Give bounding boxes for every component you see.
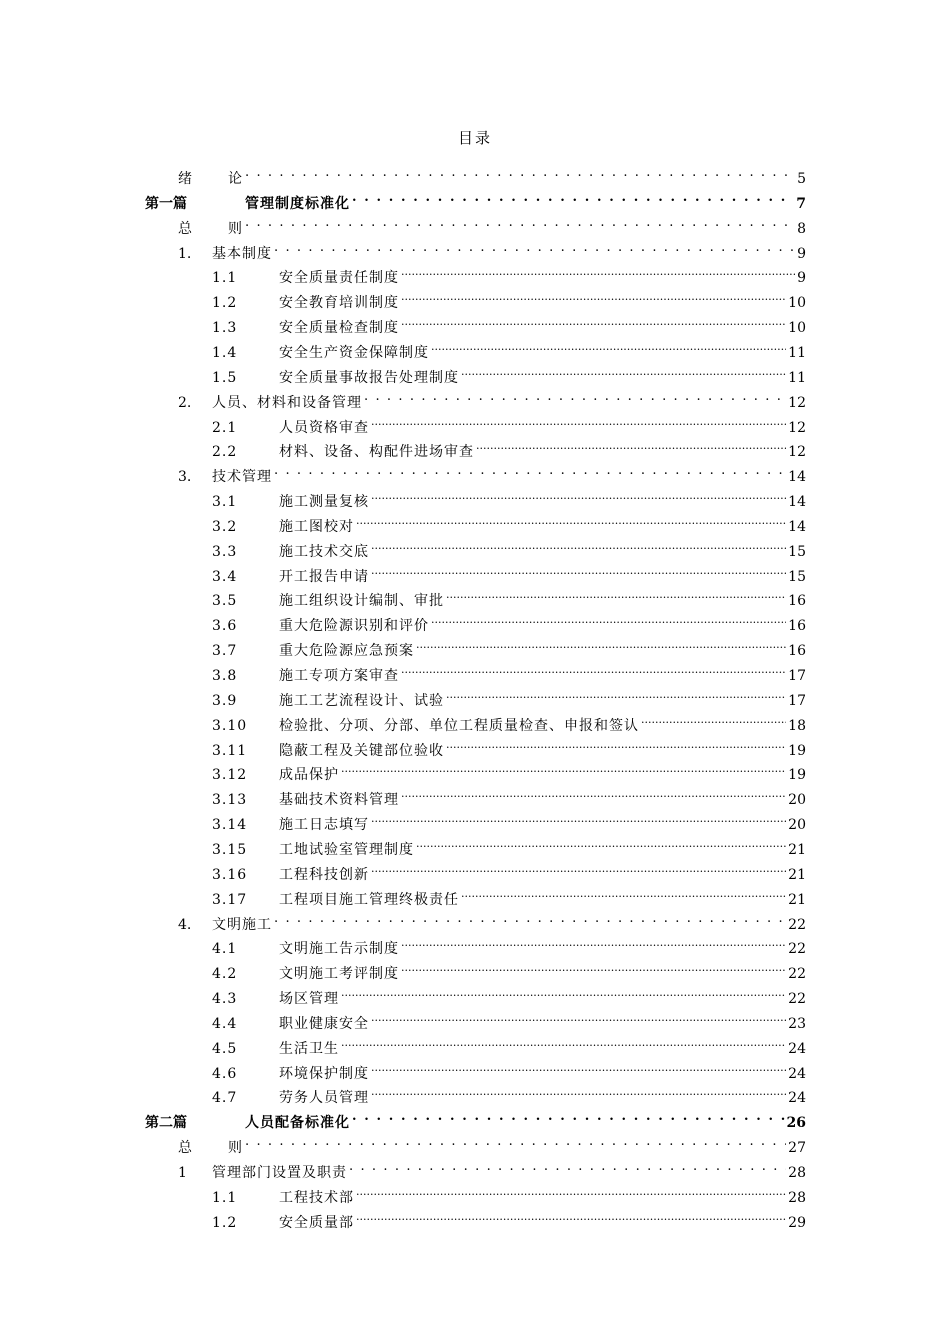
toc-entry-number: 3.4	[212, 568, 238, 585]
toc-entry[interactable]	[178, 1132, 806, 1157]
toc-entry-label: 检验批、分项、分部、单位工程质量检查、申报和签认	[279, 717, 639, 734]
toc-entry-number: 2.	[178, 394, 192, 411]
toc-dot-leader	[371, 536, 786, 556]
toc-entry-label: 成品保护	[279, 767, 339, 784]
toc-dot-leader	[371, 1008, 786, 1028]
toc-entry-page-number: 10	[788, 320, 806, 337]
toc-entry-page-number: 9	[797, 245, 806, 262]
toc-entry-label: 工程科技创新	[279, 866, 369, 883]
toc-entry[interactable]	[212, 610, 806, 635]
toc-entry-number: 3.2	[212, 518, 238, 535]
toc-dot-leader	[371, 412, 786, 432]
toc-dot-leader	[431, 610, 786, 630]
toc-entry-page-number: 23	[788, 1015, 806, 1032]
toc-entry-number: 4.	[178, 916, 192, 933]
toc-entry[interactable]	[212, 1058, 806, 1082]
toc-dot-leader	[446, 685, 786, 705]
toc-entry-label: 管理制度标准化	[245, 195, 350, 212]
toc-entry-page-number: 19	[788, 742, 806, 759]
toc-dot-leader	[431, 337, 786, 357]
toc-entry-page-number: 24	[788, 1040, 806, 1057]
toc-entry[interactable]	[212, 561, 806, 585]
toc-entry[interactable]	[178, 238, 806, 262]
toc-entry-page-number: 10	[788, 295, 806, 312]
toc-entry-label: 则	[228, 1140, 243, 1157]
toc-entry-label: 场区管理	[279, 991, 339, 1008]
toc-dot-leader	[349, 1157, 786, 1177]
toc-entry[interactable]	[145, 188, 806, 212]
toc-entry-label: 施工专项方案审查	[279, 668, 399, 684]
toc-entry-number: 总	[178, 1140, 192, 1157]
toc-entry-number: 1.1	[212, 270, 238, 287]
toc-dot-leader	[371, 1082, 786, 1102]
toc-entry[interactable]	[212, 660, 806, 684]
toc-dot-leader	[401, 784, 786, 804]
toc-entry-page-number: 15	[788, 568, 806, 585]
toc-entry-label: 文明施工	[212, 916, 272, 933]
toc-entry[interactable]	[212, 287, 806, 312]
toc-dot-leader	[371, 486, 786, 506]
toc-dot-leader	[364, 387, 786, 407]
toc-entry-page-number: 20	[788, 817, 806, 834]
toc-entry-number: 1.4	[212, 344, 238, 361]
toc-dot-leader	[401, 933, 786, 953]
toc-entry-number: 1.	[178, 245, 192, 262]
toc-entry-page-number: 28	[788, 1165, 806, 1181]
toc-entry-label: 人员资格审查	[279, 419, 369, 436]
toc-entry-number: 3.1	[212, 494, 238, 511]
toc-entry-number: 3.6	[212, 618, 238, 635]
toc-entry-page-number: 26	[786, 1115, 806, 1132]
toc-dot-leader	[401, 958, 786, 978]
toc-entry-label: 工地试验室管理制度	[279, 841, 414, 858]
toc-entry-page-number: 21	[788, 891, 806, 908]
toc-entry-label: 安全生产资金保障制度	[279, 344, 429, 361]
toc-entry[interactable]	[212, 1182, 806, 1206]
toc-entry-page-number: 22	[788, 966, 806, 983]
toc-dot-leader	[352, 1107, 785, 1127]
toc-entry-label: 基础技术资料管理	[279, 792, 399, 809]
toc-entry-number: 1.2	[212, 1214, 238, 1231]
toc-entry-label: 文明施工考评制度	[279, 966, 399, 983]
toc-entry[interactable]	[212, 884, 806, 908]
toc-entry[interactable]	[212, 685, 806, 709]
toc-entry-number: 4.7	[212, 1090, 238, 1107]
toc-entry[interactable]	[212, 486, 806, 511]
toc-entry-number: 3.	[178, 469, 192, 486]
toc-entry[interactable]	[212, 1082, 806, 1107]
toc-entry-number: 第一篇	[145, 195, 187, 212]
toc-entry[interactable]	[212, 436, 806, 461]
toc-dot-leader	[341, 759, 786, 779]
toc-entry-number: 4.6	[212, 1065, 238, 1082]
toc-entry-page-number: 12	[788, 444, 806, 461]
toc-entry-label: 论	[228, 171, 243, 187]
toc-entry-label: 材料、设备、构配件进场审查	[279, 444, 474, 461]
toc-entry[interactable]	[212, 362, 806, 386]
toc-entry-label: 隐蔽工程及关键部位验收	[279, 742, 444, 759]
toc-entry[interactable]	[212, 1033, 806, 1057]
toc-entry-number: 4.4	[212, 1015, 238, 1032]
toc-entry-number: 4.3	[212, 991, 238, 1008]
toc-dot-leader	[341, 1033, 786, 1053]
toc-entry-page-number: 16	[788, 593, 806, 610]
toc-entry-page-number: 14	[788, 494, 806, 511]
toc-entry-number: 3.14	[212, 817, 248, 834]
toc-entry-number: 第二篇	[145, 1115, 187, 1132]
toc-entry-page-number: 15	[788, 543, 806, 560]
toc-dot-leader	[476, 436, 786, 456]
toc-entry-number: 1.5	[212, 369, 238, 386]
toc-entry[interactable]	[212, 958, 806, 983]
toc-entry-page-number: 22	[788, 941, 806, 958]
toc-entry-number: 3.13	[212, 792, 248, 809]
toc-entry-page-number: 11	[788, 344, 806, 361]
toc-entry-label: 安全质量检查制度	[279, 320, 399, 337]
toc-entry[interactable]	[145, 1107, 806, 1132]
toc-entry[interactable]	[212, 759, 806, 784]
toc-dot-leader	[416, 834, 786, 854]
toc-entry[interactable]	[212, 710, 806, 734]
toc-dot-leader	[245, 213, 795, 233]
toc-entry-number: 2.1	[212, 419, 238, 436]
toc-entry-label: 工程项目施工管理终极责任	[279, 891, 459, 908]
toc-entry-label: 安全质量事故报告处理制度	[279, 369, 459, 386]
toc-entry-label: 施工工艺流程设计、试验	[279, 692, 444, 709]
toc-entry[interactable]	[212, 933, 806, 958]
toc-dot-leader	[274, 238, 795, 258]
toc-dot-leader	[245, 163, 795, 183]
toc-entry-number: 1.1	[212, 1189, 238, 1206]
toc-dot-leader	[274, 461, 786, 481]
toc-entry-number: 3.15	[212, 841, 248, 858]
toc-entry-number: 3.7	[212, 643, 238, 660]
toc-entry[interactable]	[212, 784, 806, 809]
toc-entry-label: 施工测量复核	[279, 494, 369, 511]
toc-entry-number: 3.8	[212, 668, 238, 684]
toc-entry-number: 总	[178, 220, 192, 237]
toc-entry-label: 安全教育培训制度	[279, 295, 399, 312]
toc-entry-number: 4.2	[212, 966, 238, 983]
toc-dot-leader	[352, 188, 794, 208]
toc-entry[interactable]	[212, 511, 806, 535]
toc-entry[interactable]	[212, 735, 806, 759]
toc-entry-page-number: 12	[788, 419, 806, 436]
toc-entry-label: 施工日志填写	[279, 817, 369, 834]
toc-dot-leader	[371, 1058, 786, 1078]
toc-entry-page-number: 14	[788, 518, 806, 535]
toc-entry-page-number: 7	[796, 195, 806, 212]
toc-entry-page-number: 20	[788, 792, 806, 809]
toc-entry[interactable]	[212, 412, 806, 436]
toc-entry-page-number: 14	[788, 469, 806, 486]
toc-entry-label: 工程技术部	[279, 1189, 354, 1206]
toc-entry[interactable]	[178, 213, 806, 237]
toc-entry-page-number: 24	[788, 1065, 806, 1082]
toc-entry[interactable]	[178, 387, 806, 411]
toc-entry-page-number: 29	[788, 1214, 806, 1231]
toc-entry-number: 3.3	[212, 543, 238, 560]
toc-entry-page-number: 18	[788, 717, 806, 734]
toc-entry-label: 基本制度	[212, 245, 272, 262]
toc-entry-label: 管理部门设置及职责	[212, 1165, 347, 1181]
toc-entry[interactable]	[212, 337, 806, 361]
toc-dot-leader	[371, 561, 786, 581]
toc-entry-number: 3.16	[212, 866, 248, 883]
toc-dot-leader	[371, 809, 786, 829]
toc-entry[interactable]	[178, 163, 806, 187]
toc-entry-label: 安全质量部	[279, 1214, 354, 1231]
toc-title: 目录	[457, 129, 492, 147]
toc-entry-label: 职业健康安全	[279, 1015, 369, 1032]
toc-entry-number: 3.12	[212, 767, 248, 784]
toc-entry-label: 重大危险源应急预案	[279, 643, 414, 660]
toc-entry-label: 则	[228, 220, 243, 237]
toc-dot-leader	[401, 287, 786, 307]
toc-entry-page-number: 16	[788, 643, 806, 660]
toc-entry-page-number: 24	[788, 1090, 806, 1107]
toc-entry-label: 人员、材料和设备管理	[212, 394, 362, 411]
toc-entry-label: 技术管理	[212, 469, 272, 486]
toc-entry[interactable]	[212, 859, 806, 883]
toc-entry-number: 绪	[178, 171, 192, 187]
toc-entry-number: 1.3	[212, 320, 238, 337]
toc-dot-leader	[356, 511, 786, 531]
toc-entry-page-number: 28	[788, 1189, 806, 1206]
toc-entry-page-number: 11	[788, 369, 806, 386]
toc-entry-page-number: 8	[797, 220, 806, 237]
toc-entry-page-number: 12	[788, 394, 806, 411]
toc-entry-label: 环境保护制度	[279, 1065, 369, 1082]
toc-dot-leader	[356, 1182, 786, 1202]
toc-entry-page-number: 22	[788, 991, 806, 1008]
toc-entry-number: 4.5	[212, 1040, 238, 1057]
toc-entry-number: 3.10	[212, 717, 248, 734]
toc-entry[interactable]	[212, 536, 806, 560]
toc-entry[interactable]	[212, 635, 806, 660]
toc-entry-label: 重大危险源识别和评价	[279, 618, 429, 635]
toc-dot-leader	[446, 585, 786, 605]
toc-entry[interactable]	[212, 312, 806, 337]
toc-entry[interactable]	[212, 834, 806, 858]
toc-dot-leader	[341, 983, 786, 1003]
toc-entry-page-number: 21	[788, 841, 806, 858]
toc-entry-number: 3.17	[212, 891, 248, 908]
toc-entry-page-number: 17	[788, 692, 806, 709]
toc-entry-page-number: 19	[788, 767, 806, 784]
toc-entry-number: 3.11	[212, 742, 248, 759]
toc-entry-page-number: 21	[788, 866, 806, 883]
toc-entry-label: 劳务人员管理	[279, 1090, 369, 1107]
toc-entry-label: 开工报告申请	[279, 568, 369, 585]
toc-dot-leader	[245, 1132, 786, 1152]
toc-entry[interactable]	[212, 1207, 806, 1231]
toc-entry-page-number: 9	[797, 270, 806, 287]
toc-entry-page-number: 22	[788, 916, 806, 933]
toc-entry-number: 1.2	[212, 295, 238, 312]
toc-entry-number: 4.1	[212, 941, 238, 958]
toc-entry-label: 人员配备标准化	[245, 1115, 350, 1132]
toc-dot-leader	[401, 262, 795, 282]
toc-dot-leader	[416, 635, 786, 655]
toc-entry-page-number: 27	[788, 1140, 806, 1157]
toc-dot-leader	[461, 884, 786, 904]
toc-entry[interactable]	[178, 1157, 806, 1181]
toc-entry-number: 3.5	[212, 593, 238, 610]
toc-entry-page-number: 17	[788, 668, 806, 684]
toc-dot-leader	[446, 735, 786, 755]
toc-entry-label: 文明施工告示制度	[279, 941, 399, 958]
toc-entry[interactable]	[212, 262, 806, 287]
toc-entry-label: 施工组织设计编制、审批	[279, 593, 444, 610]
toc-entry-page-number: 5	[797, 171, 806, 187]
toc-dot-leader	[371, 859, 786, 879]
toc-entry[interactable]	[212, 1008, 806, 1032]
toc-entry-label: 施工图校对	[279, 518, 354, 535]
toc-entry-label: 安全质量责任制度	[279, 270, 399, 287]
toc-entry-number: 3.9	[212, 692, 238, 709]
toc-entry-label: 生活卫生	[279, 1040, 339, 1057]
toc-dot-leader	[641, 710, 786, 730]
toc-dot-leader	[356, 1207, 786, 1227]
toc-entry-number: 2.2	[212, 444, 238, 461]
toc-dot-leader	[274, 909, 786, 929]
toc-entry[interactable]	[212, 809, 806, 834]
toc-dot-leader	[461, 362, 786, 382]
toc-entry-page-number: 16	[788, 618, 806, 635]
toc-entry[interactable]	[212, 983, 806, 1008]
toc-entry[interactable]	[178, 461, 806, 486]
toc-entry[interactable]	[212, 585, 806, 610]
toc-entry-label: 施工技术交底	[279, 543, 369, 560]
toc-entry[interactable]	[178, 909, 806, 933]
toc-entry-number: 1	[178, 1165, 187, 1181]
toc-dot-leader	[401, 660, 786, 680]
toc-dot-leader	[401, 312, 786, 332]
